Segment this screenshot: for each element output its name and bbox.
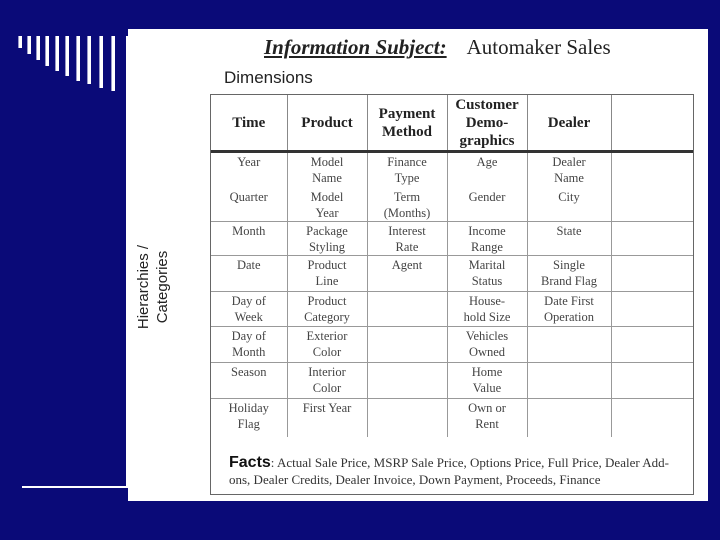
- table-row: [211, 363, 693, 399]
- table-cell: [611, 152, 693, 188]
- table-row: [211, 292, 693, 327]
- table-cell: Interior Color: [287, 363, 367, 399]
- table-cell: Date: [211, 256, 287, 292]
- slide-title: [264, 35, 611, 60]
- table-cell: [367, 363, 447, 399]
- table-cell: Model Year: [287, 188, 367, 222]
- table-cell: Holiday Flag: [211, 399, 287, 437]
- table-cell: Day of Week: [211, 292, 287, 327]
- table-cell: First Year: [287, 399, 367, 437]
- table-cell: [611, 222, 693, 256]
- table-cell: [611, 292, 693, 327]
- table-row: [211, 399, 693, 437]
- title-value: Automaker Sales: [466, 35, 611, 59]
- table-cell: City: [527, 188, 611, 222]
- table-cell: State: [527, 222, 611, 256]
- title-label: Information Subject:: [264, 35, 447, 59]
- table-row: [211, 222, 693, 256]
- table-cell: Model Name: [287, 152, 367, 188]
- facts-label: Facts: [229, 454, 271, 471]
- column-header: Dealer: [527, 95, 611, 152]
- table-cell: Month: [211, 222, 287, 256]
- table-cell: Product Category: [287, 292, 367, 327]
- dimensions-label: Dimensions: [224, 68, 313, 87]
- slide: [128, 29, 708, 501]
- column-header: Payment Method: [367, 95, 447, 152]
- table-row: [211, 152, 693, 188]
- table-cell: Product Line: [287, 256, 367, 292]
- table-row: [211, 188, 693, 222]
- table-cell: [611, 256, 693, 292]
- table-row: [211, 256, 693, 292]
- table-cell: [527, 327, 611, 363]
- dimensions-table: [210, 94, 694, 495]
- table-cell: Year: [211, 152, 287, 188]
- table-cell: Day of Month: [211, 327, 287, 363]
- table-cell: Gender: [447, 188, 527, 222]
- table-row: [211, 327, 693, 363]
- table-cell: [367, 327, 447, 363]
- header-row: [211, 95, 693, 152]
- table-cell: Single Brand Flag: [527, 256, 611, 292]
- table-cell: Finance Type: [367, 152, 447, 188]
- table-cell: Vehicles Owned: [447, 327, 527, 363]
- table-cell: Package Styling: [287, 222, 367, 256]
- table-cell: Age: [447, 152, 527, 188]
- decorative-bars: [18, 36, 128, 91]
- table-cell: Dealer Name: [527, 152, 611, 188]
- column-header: Customer Demo- graphics: [447, 95, 527, 152]
- table-cell: Marital Status: [447, 256, 527, 292]
- table-cell: Agent: [367, 256, 447, 292]
- decorative-line-horizontal: [22, 486, 128, 488]
- table-cell: Home Value: [447, 363, 527, 399]
- hierarchies-label: Hierarchies / Categories: [135, 244, 171, 330]
- table-cell: Interest Rate: [367, 222, 447, 256]
- table-cell: [367, 399, 447, 437]
- column-header: [611, 95, 693, 152]
- table-cell: [611, 399, 693, 437]
- table-cell: Term (Months): [367, 188, 447, 222]
- table-cell: [367, 292, 447, 327]
- column-header: Product: [287, 95, 367, 152]
- table-cell: House- hold Size: [447, 292, 527, 327]
- table-cell: Own or Rent: [447, 399, 527, 437]
- table-cell: Season: [211, 363, 287, 399]
- table-cell: [611, 363, 693, 399]
- table-cell: [611, 188, 693, 222]
- facts-text: [229, 454, 689, 488]
- table-cell: Quarter: [211, 188, 287, 222]
- table-cell: [527, 399, 611, 437]
- facts-list: : Actual Sale Price, MSRP Sale Price, Options Price, Full Price, Dealer Add-ons, Dealer Credits, Dealer Invoice, Down Payment, Proceeds, Finance: [229, 455, 669, 487]
- table-cell: [527, 363, 611, 399]
- table-cell: [611, 327, 693, 363]
- table-cell: Date First Operation: [527, 292, 611, 327]
- column-header: Time: [211, 95, 287, 152]
- table-cell: Exterior Color: [287, 327, 367, 363]
- table-cell: Income Range: [447, 222, 527, 256]
